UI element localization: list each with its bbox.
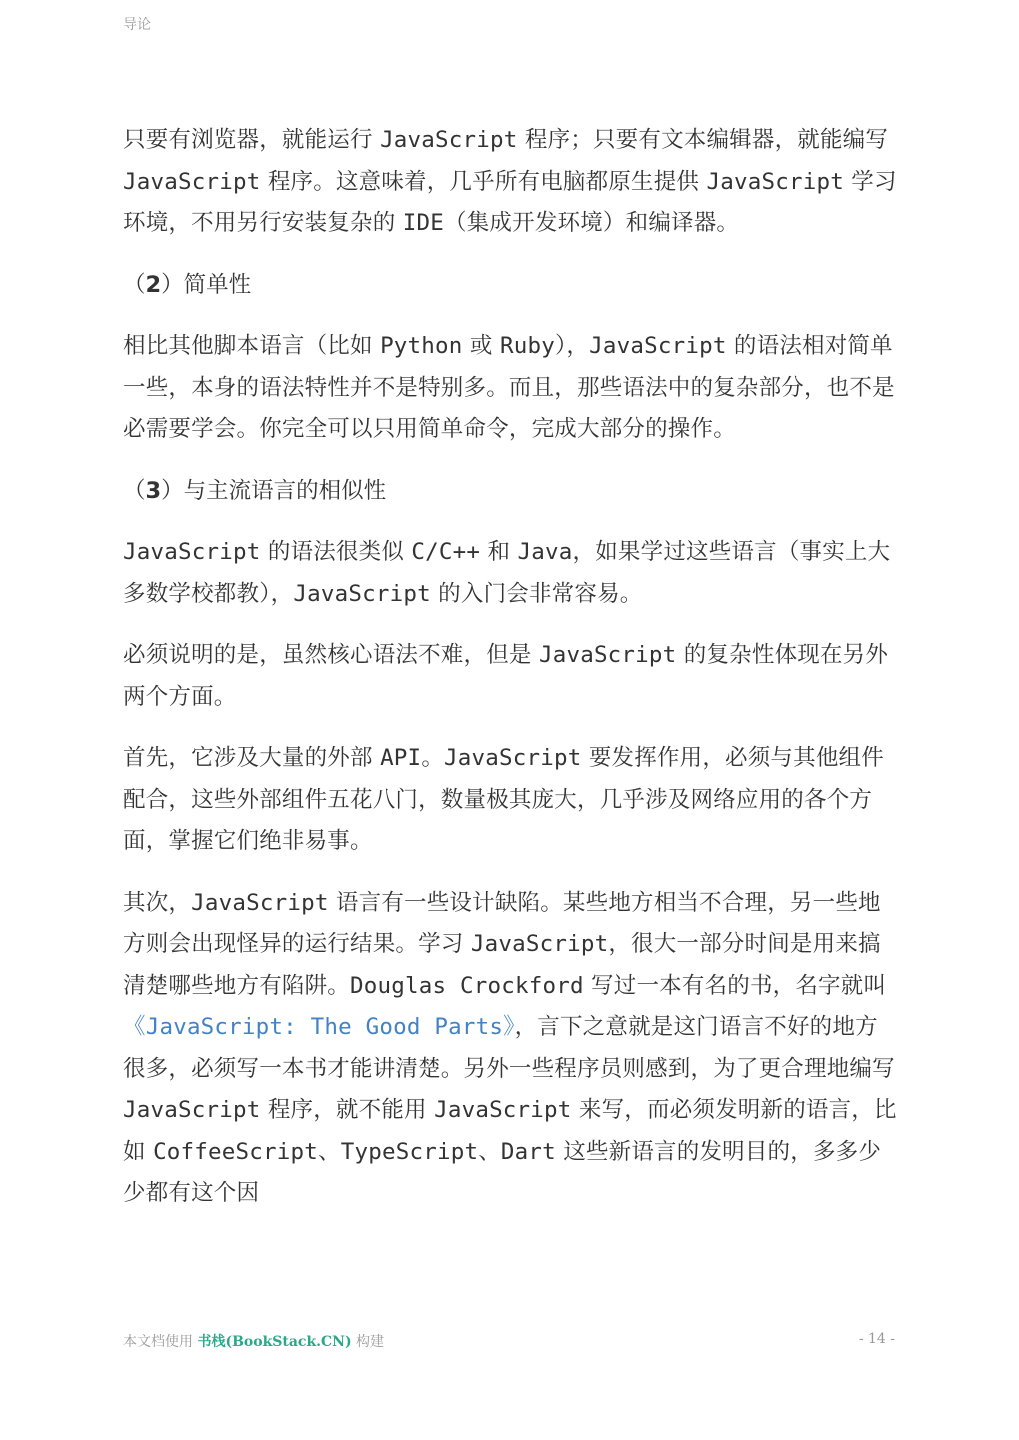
heading-number: 3	[145, 477, 162, 504]
code-text: JavaScript	[191, 889, 329, 916]
code-text: JavaScript	[470, 931, 609, 957]
page-header-title: 导论	[123, 17, 151, 33]
text-run: 要发挥作用，必须与其他组件配合，这些外部组件五花八门，数量极其庞大，几乎涉及网络应用的各个方面，掌握它们绝非易事。	[123, 745, 884, 854]
text-run: ，很大一部分时间是用来搞清楚哪些地方有陷阱。	[123, 931, 881, 999]
paragraph-design-flaws	[123, 883, 898, 1215]
section-heading-similarity	[123, 471, 898, 513]
footer-suffix: 构建	[351, 1334, 385, 1350]
paragraph-browser-environment	[123, 120, 898, 245]
code-text: C/C++	[411, 539, 481, 565]
paragraph-external-api	[123, 738, 898, 863]
text-run: 程序；只要有文本编辑器，就能编写	[517, 127, 889, 153]
text-run: 程序，就不能用	[260, 1097, 435, 1123]
code-text: JavaScript	[293, 580, 431, 607]
heading-paren: （	[123, 477, 146, 504]
heading-number: 2	[145, 271, 162, 298]
code-text: Python	[380, 333, 463, 359]
text-run: 程序。这意味着，几乎所有电脑都原生提供	[260, 168, 707, 195]
code-text: JavaScript	[123, 168, 261, 195]
code-text: TypeScript	[340, 1138, 479, 1165]
code-text: IDE	[402, 210, 445, 236]
code-text: JavaScript	[706, 168, 844, 195]
document-body	[123, 120, 898, 1235]
paragraph-similarity	[123, 532, 898, 615]
text-run: 写过一本有名的书，名字就叫	[583, 972, 887, 999]
text-run: 、	[318, 1138, 341, 1165]
page-number: - 14 -	[858, 1331, 895, 1347]
heading-paren: （	[123, 271, 146, 298]
text-run: （集成开发环境）和编译器。	[444, 210, 740, 236]
text-run: 的入门会非常容易。	[430, 580, 643, 607]
text-run: 和	[480, 539, 518, 565]
text-run: 学习环境，不用另行安装复杂的	[123, 168, 897, 236]
footer-credit	[123, 1331, 384, 1351]
text-run: 必须说明的是，虽然核心语法不难，但是	[123, 642, 539, 668]
code-text: Douglas Crockford	[350, 972, 584, 999]
code-text: JavaScript	[589, 333, 727, 359]
text-run: 语言有一些设计缺陷。某些地方相当不合理，另一些地方则会出现怪异的运行结果。学习	[123, 889, 881, 957]
text-run: 。	[421, 745, 445, 771]
text-run: 首先，它涉及大量的外部	[123, 745, 381, 771]
code-text: JavaScript	[380, 127, 518, 153]
footer-brand-link[interactable]: 书栈(BookStack.CN)	[197, 1334, 352, 1350]
text-run: 只要有浏览器，就能运行	[123, 127, 381, 153]
text-run: 或	[462, 333, 500, 359]
paragraph-complexity-intro	[123, 635, 898, 718]
code-text: JavaScript	[123, 539, 261, 565]
heading-text: ）与主流语言的相似性	[161, 477, 387, 504]
code-text: API	[380, 745, 422, 771]
code-text: Dart	[500, 1138, 556, 1165]
text-run: ，言下之意就是这门语言不好的地方很多，必须写一本书才能讲清楚。另外一些程序员则感到，为了更合理地编写	[123, 1014, 895, 1082]
text-run: 其次，	[123, 889, 192, 916]
text-run: ），	[554, 333, 590, 359]
text-run: 的语法相对简单一些，本身的语法特性并不是特别多。而且，那些语法中的复杂部分，也不是必需要学会。你完全可以只用简单命令，完成大部分的操作。	[123, 333, 895, 442]
code-text: JavaScript	[538, 642, 677, 668]
code-text: JavaScript	[444, 745, 582, 771]
paragraph-simplicity	[123, 326, 898, 451]
text-run: 这些新语言的发明目的，多多少少都有这个因	[123, 1138, 882, 1206]
text-run: 来写，而必须发明新的语言，比如	[123, 1097, 897, 1165]
code-text: JavaScript	[434, 1097, 572, 1123]
section-heading-simplicity	[123, 265, 898, 307]
text-run: 的语法很类似	[260, 539, 412, 565]
code-text: Java	[517, 539, 573, 565]
footer-prefix: 本文档使用	[123, 1334, 198, 1350]
text-run: 的复杂性体现在另外两个方面。	[123, 642, 889, 710]
code-text: Ruby	[499, 333, 555, 359]
heading-text: ）简单性	[161, 271, 252, 298]
code-text: CoffeeScript	[153, 1138, 319, 1165]
code-text: JavaScript	[123, 1097, 261, 1123]
book-title-link[interactable]: 《JavaScript: The Good Parts》	[123, 1014, 515, 1040]
text-run: 相比其他脚本语言（比如	[123, 333, 381, 359]
text-run: ，如果学过这些语言（事实上大多数学校都教），	[123, 539, 891, 607]
text-run: 、	[478, 1138, 501, 1165]
